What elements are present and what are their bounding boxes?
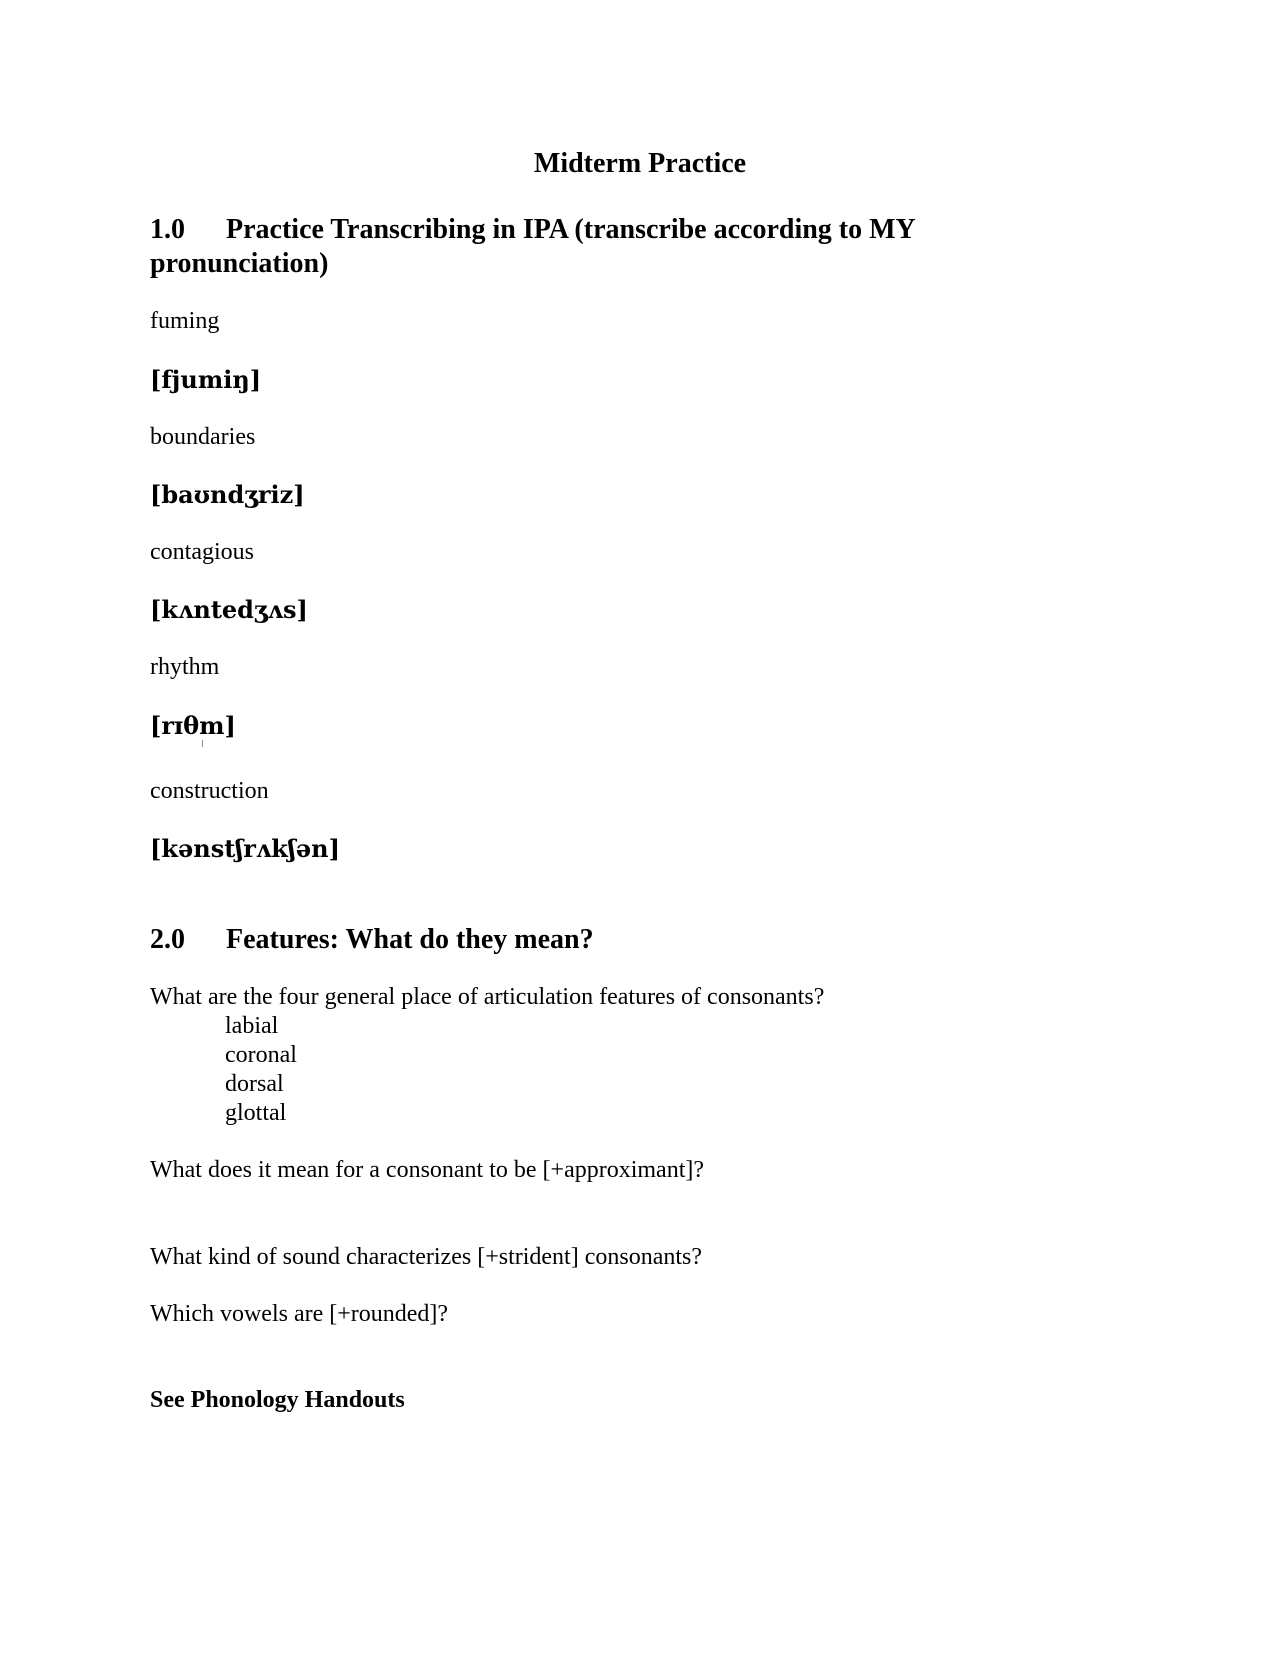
practice-word: contagious bbox=[150, 539, 254, 565]
ipa-transcription: [kənstʃrʌkʃən] bbox=[150, 834, 340, 863]
ipa-transcription: [baʊndʒriz] bbox=[150, 480, 305, 509]
practice-word: rhythm bbox=[150, 654, 220, 680]
ipa-transcription: [fjumiŋ] bbox=[150, 365, 262, 394]
page-title: Midterm Practice bbox=[533, 148, 747, 179]
place-feature-item: coronal bbox=[225, 1042, 297, 1068]
ipa-transcription: [rɪθm] bbox=[150, 711, 236, 740]
section-1-heading bbox=[150, 214, 916, 246]
place-feature-item: labial bbox=[225, 1013, 279, 1039]
place-feature-item: glottal bbox=[225, 1100, 287, 1126]
closing-note: See Phonology Handouts bbox=[150, 1387, 405, 1413]
section-1-heading-continuation: pronunciation) bbox=[150, 248, 329, 279]
question-place-features: What are the four general place of articulation features of consonants? bbox=[150, 984, 825, 1010]
practice-word: construction bbox=[150, 778, 269, 804]
question-rounded: Which vowels are [+rounded]? bbox=[150, 1301, 449, 1327]
practice-word: boundaries bbox=[150, 424, 256, 450]
question-approximant: What does it mean for a consonant to be [+approximant]? bbox=[150, 1157, 705, 1183]
question-strident: What kind of sound characterizes [+strident] consonants? bbox=[150, 1244, 703, 1270]
section-1-number: 1.0 bbox=[150, 214, 185, 245]
section-2-heading-text: Features: What do they mean? bbox=[226, 924, 594, 955]
stray-mark bbox=[202, 740, 203, 747]
practice-word: fuming bbox=[150, 308, 220, 334]
place-feature-item: dorsal bbox=[225, 1071, 284, 1097]
ipa-transcription: [kʌntedʒʌs] bbox=[150, 595, 308, 624]
section-1-heading-text: Practice Transcribing in IPA (transcribe according to MY bbox=[226, 214, 916, 245]
section-2-heading bbox=[150, 924, 594, 956]
section-2-number: 2.0 bbox=[150, 924, 185, 955]
